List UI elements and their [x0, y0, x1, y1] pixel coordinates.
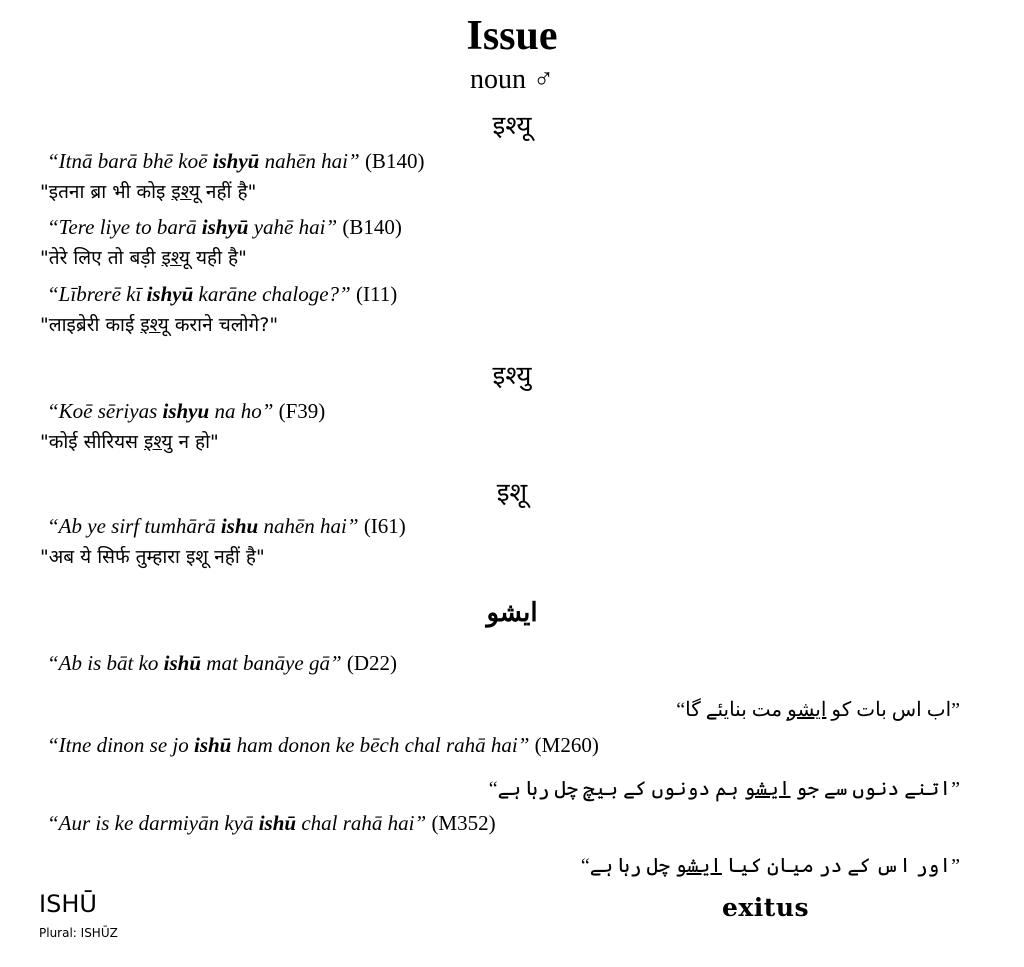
native-text: न हो"	[172, 431, 219, 453]
roman-text: yahē hai”	[248, 215, 338, 239]
roman-keyword: ishyū	[212, 149, 260, 173]
roman-keyword: ishū	[163, 651, 202, 675]
source-ref: (D22)	[341, 651, 398, 675]
source-ref: (B140)	[337, 215, 402, 239]
example-devanagari	[40, 428, 219, 454]
footer-headword: ISHŪ	[39, 890, 97, 918]
source-ref: (B140)	[359, 149, 425, 173]
native-text: "तेरे लिए तो बड़ी	[40, 247, 162, 269]
roman-keyword: ishyū	[201, 215, 249, 239]
section-heading-ishyu-long: इश्यू	[492, 111, 532, 141]
roman-text: “Koē sēriyas	[47, 399, 163, 423]
native-text: ”اتنے دنوں سے جو	[790, 778, 960, 800]
section-heading-urdu: ایشو	[486, 598, 538, 627]
example-devanagari: "अब ये सिर्फ तुम्हारा इशू नहीं है"	[40, 546, 265, 568]
native-keyword: ایشو	[675, 855, 722, 877]
native-text: ہم دونوں کے بیچ چل رہا ہے“	[488, 778, 744, 800]
native-text: नहीं है"	[199, 181, 257, 203]
roman-keyword: ishyū	[146, 282, 194, 306]
example-roman	[47, 733, 599, 758]
roman-text: “Aur is ke darmiyān kyā	[47, 811, 259, 835]
native-keyword: इश्यू	[161, 247, 190, 269]
example-roman	[47, 514, 406, 539]
native-text: यही है"	[189, 247, 247, 269]
example-urdu	[581, 853, 960, 878]
source-ref: (I61)	[358, 514, 406, 538]
example-roman	[47, 651, 397, 676]
example-urdu	[489, 776, 960, 801]
roman-text: mat banāye gā”	[201, 651, 342, 675]
native-text: ”اور اس کے در میان کیا	[721, 855, 960, 877]
roman-text: karāne chaloge?”	[193, 282, 351, 306]
native-text: "कोई सीरियस	[40, 431, 144, 453]
roman-keyword: ishyu	[162, 399, 210, 423]
native-text: ”اب اس بات کو	[826, 699, 960, 721]
exitus-stamp: exitus	[722, 893, 810, 922]
roman-text: ham donon ke bēch chal rahā hai”	[231, 733, 530, 757]
source-ref: (I11)	[350, 282, 398, 306]
roman-text: nahēn hai”	[259, 149, 360, 173]
native-keyword: ایشو	[787, 699, 827, 721]
roman-text: “Ab is bāt ko	[47, 651, 164, 675]
native-text: چل رہا ہے“	[580, 855, 676, 877]
example-roman	[47, 215, 402, 240]
source-ref: (F39)	[273, 399, 326, 423]
section-heading-ishu: इशू	[496, 478, 528, 508]
roman-text: “Itne dinon se jo	[47, 733, 194, 757]
example-devanagari	[40, 178, 256, 204]
example-roman	[47, 399, 325, 424]
example-devanagari	[40, 311, 278, 337]
native-keyword: इश्यु	[143, 431, 173, 453]
roman-text: “Lībrerē kī	[47, 282, 147, 306]
roman-text: “Itnā barā bhē koē	[47, 149, 213, 173]
native-text: "इतना ब्रा भी कोइ	[40, 181, 172, 203]
example-roman	[47, 282, 397, 307]
native-text: कराने चलोगे?"	[168, 314, 279, 336]
native-text: مت بنایئے گا“	[676, 699, 788, 721]
part-of-speech	[0, 64, 1024, 96]
example-devanagari	[40, 244, 247, 270]
roman-text: “Ab ye sirf tumhārā	[47, 514, 221, 538]
roman-keyword: ishū	[194, 733, 232, 757]
roman-keyword: ishu	[220, 514, 259, 538]
native-text: "लाइब्रेरी काई	[40, 314, 141, 336]
native-keyword: इश्यू	[171, 181, 200, 203]
section-heading-ishyu-short: इश्यु	[492, 361, 532, 391]
source-ref: (M260)	[529, 733, 599, 757]
roman-text: nahēn hai”	[258, 514, 359, 538]
gender-symbol-icon: ♂	[533, 64, 554, 95]
example-urdu	[676, 697, 960, 722]
entry-title: Issue	[466, 13, 558, 59]
part-of-speech-label: noun	[470, 64, 526, 95]
roman-keyword: ishū	[258, 811, 297, 835]
roman-text: na ho”	[209, 399, 274, 423]
roman-text: chal rahā hai”	[296, 811, 427, 835]
native-keyword: ایشو	[743, 778, 791, 800]
source-ref: (M352)	[426, 811, 496, 835]
roman-text: “Tere liye to barā	[47, 215, 202, 239]
example-roman	[47, 149, 424, 174]
footer-plural: Plural: ISHŪZ	[39, 926, 118, 940]
native-keyword: इश्यू	[140, 314, 169, 336]
example-roman	[47, 811, 496, 836]
